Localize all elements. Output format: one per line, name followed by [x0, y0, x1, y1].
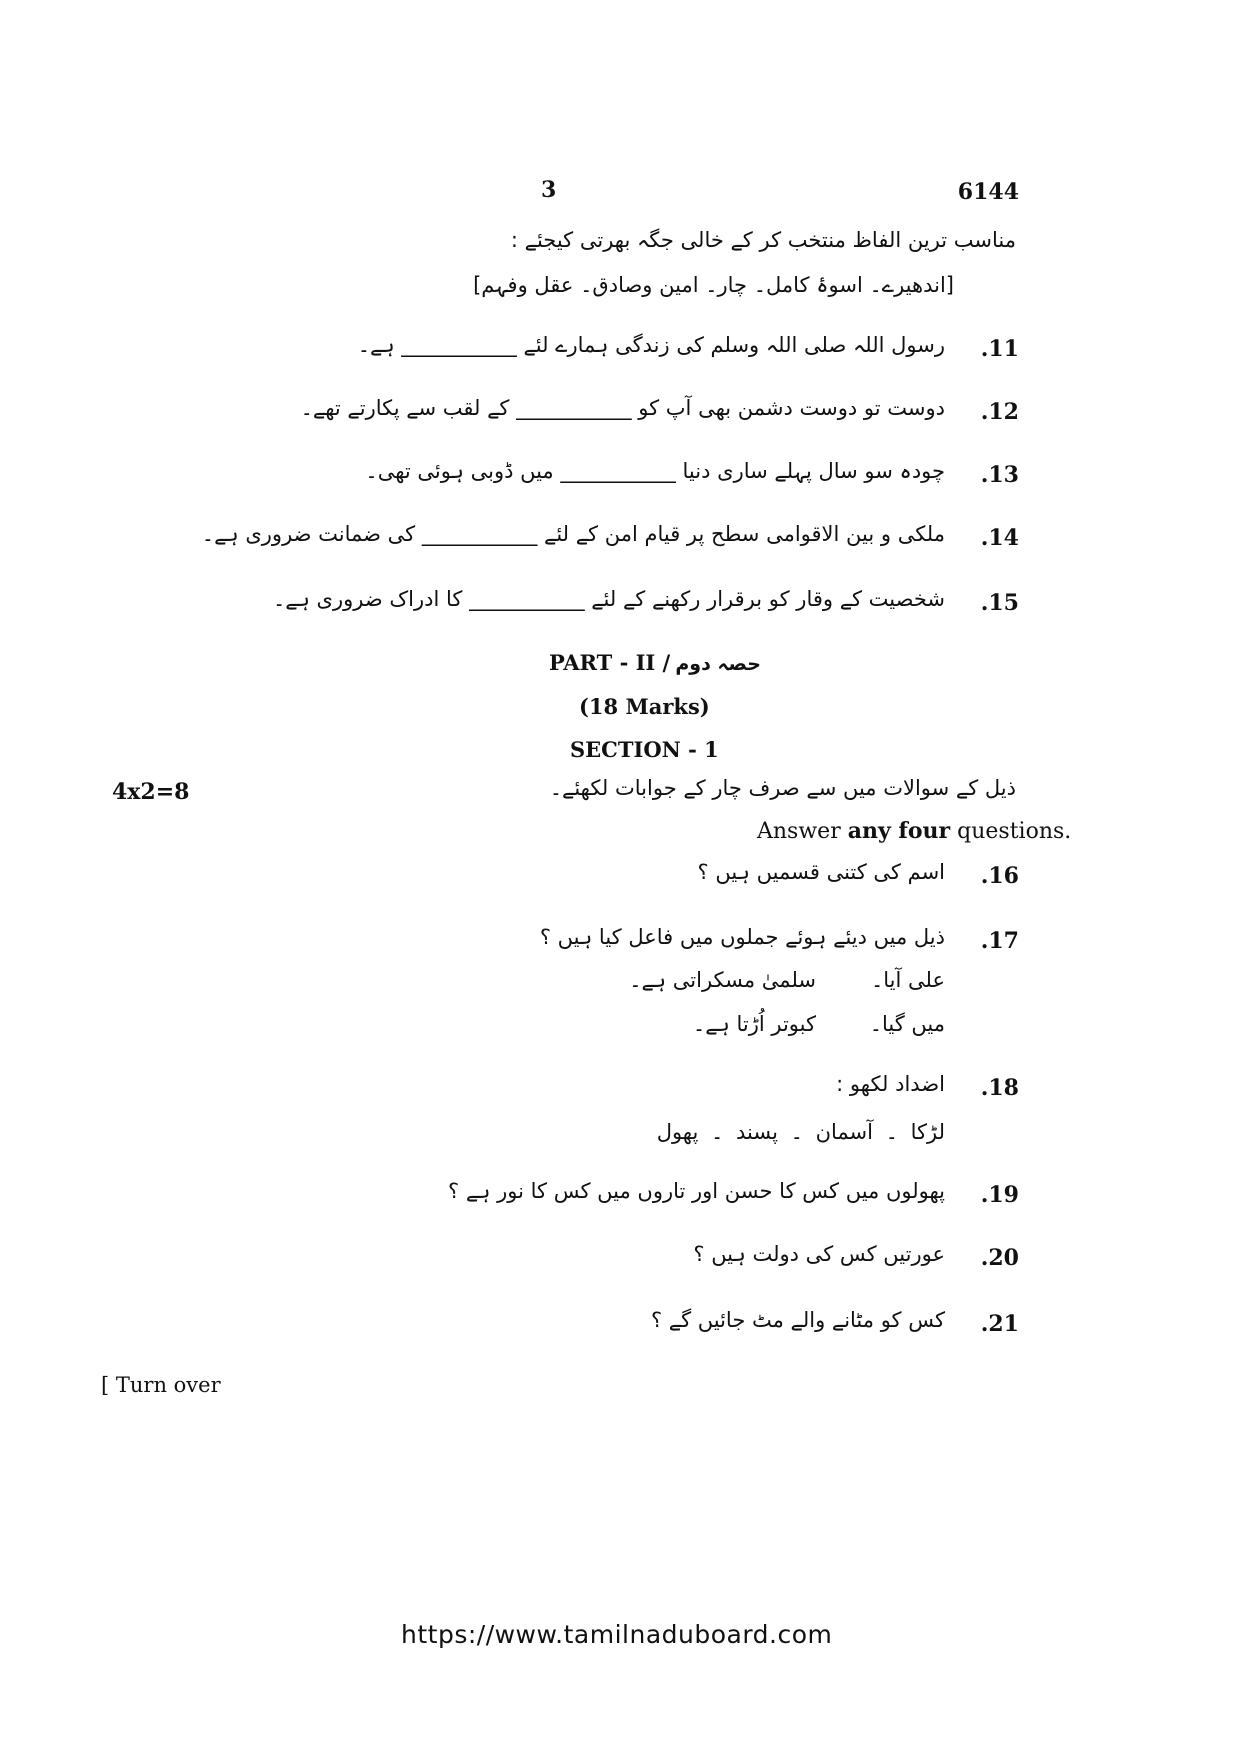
q17-sentence-3: میں گیا۔ [869, 1012, 945, 1036]
question-text-14: ملکی و بین الاقوامی سطح پر قیام امن کے لئے ___________ کی ضمانت ضروری ہے۔ [201, 522, 945, 546]
question-text-11: رسول اللہ صلی اللہ وسلم کی زندگی ہمارے لئے ___________ ہے۔ [357, 333, 945, 357]
instruction-emphasis: any four [847, 818, 951, 844]
footer-url[interactable]: https://www.tamilnaduboard.com [401, 1620, 833, 1649]
question-text-16: اسم کی کتنی قسمیں ہیں ؟ [697, 860, 945, 884]
paper-code: 6144 [957, 179, 1019, 205]
part-title-en: PART - II / [549, 650, 671, 675]
question-number-20: .20 [980, 1245, 1019, 1271]
question-number-19: .19 [980, 1182, 1019, 1208]
question-number-12: .12 [980, 399, 1019, 425]
fill-blank-instruction: مناسب ترین الفاظ منتخب کر کے خالی جگہ بھرتی کیجئے : [510, 228, 1016, 252]
question-text-17: ذیل میں دیئے ہوئے جملوں میں فاعل کیا ہیں ؟ [539, 925, 945, 949]
section-title: SECTION - 1 [570, 737, 719, 762]
part-heading [549, 650, 761, 675]
question-number-11: .11 [980, 336, 1019, 362]
q17-sentence-2: سلمیٰ مسکراتی ہے۔ [629, 968, 816, 992]
question-number-21: .21 [980, 1311, 1019, 1337]
section-instruction-urdu: ذیل کے سوالات میں سے صرف چار کے جوابات لکھئے۔ [549, 776, 1016, 800]
instruction-prefix: Answer [757, 819, 848, 844]
question-text-20: عورتیں کس کی دولت ہیں ؟ [693, 1242, 945, 1266]
q17-sentence-1: علی آیا۔ [870, 968, 945, 992]
question-text-13: چودہ سو سال پہلے ساری دنیا ___________ میں ڈوبی ہوئی تھی۔ [365, 459, 945, 483]
part-title-ur: حصہ دوم [675, 653, 761, 675]
q17-sentence-4: کبوتر اُڑتا ہے۔ [692, 1012, 816, 1036]
question-number-13: .13 [980, 462, 1019, 488]
instruction-suffix: questions. [950, 819, 1072, 844]
turn-over-note: [ Turn over [101, 1373, 221, 1397]
marks-formula: 4x2=8 [112, 779, 190, 805]
question-text-12: دوست تو دوست دشمن بھی آپ کو ___________ کے لقب سے پکارتے تھے۔ [300, 396, 945, 420]
question-number-15: .15 [980, 590, 1019, 616]
question-number-16: .16 [980, 863, 1019, 889]
word-bank: [اندھیرے۔ اسوۂ کامل۔ چار۔ امین وصادق۔ عقل وفہم] [473, 273, 954, 297]
question-text-15: شخصیت کے وقار کو برقرار رکھنے کے لئے ___________ کا ادراک ضروری ہے۔ [272, 587, 945, 611]
part-marks: (18 Marks) [579, 694, 710, 719]
question-number-14: .14 [980, 525, 1019, 551]
question-number-17: .17 [980, 928, 1019, 954]
question-text-19: پھولوں میں کس کا حسن اور تاروں میں کس کا نور ہے ؟ [448, 1179, 945, 1203]
section-instruction-en [757, 818, 1071, 844]
q18-antonym-words: لڑکا ۔ آسمان ۔ پسند ۔ پھول [656, 1120, 945, 1144]
question-number-18: .18 [980, 1075, 1019, 1101]
question-text-21: کس کو مٹانے والے مٹ جائیں گے ؟ [650, 1308, 945, 1332]
question-text-18: اضداد لکھو : [836, 1072, 945, 1096]
page-number: 3 [541, 177, 557, 203]
